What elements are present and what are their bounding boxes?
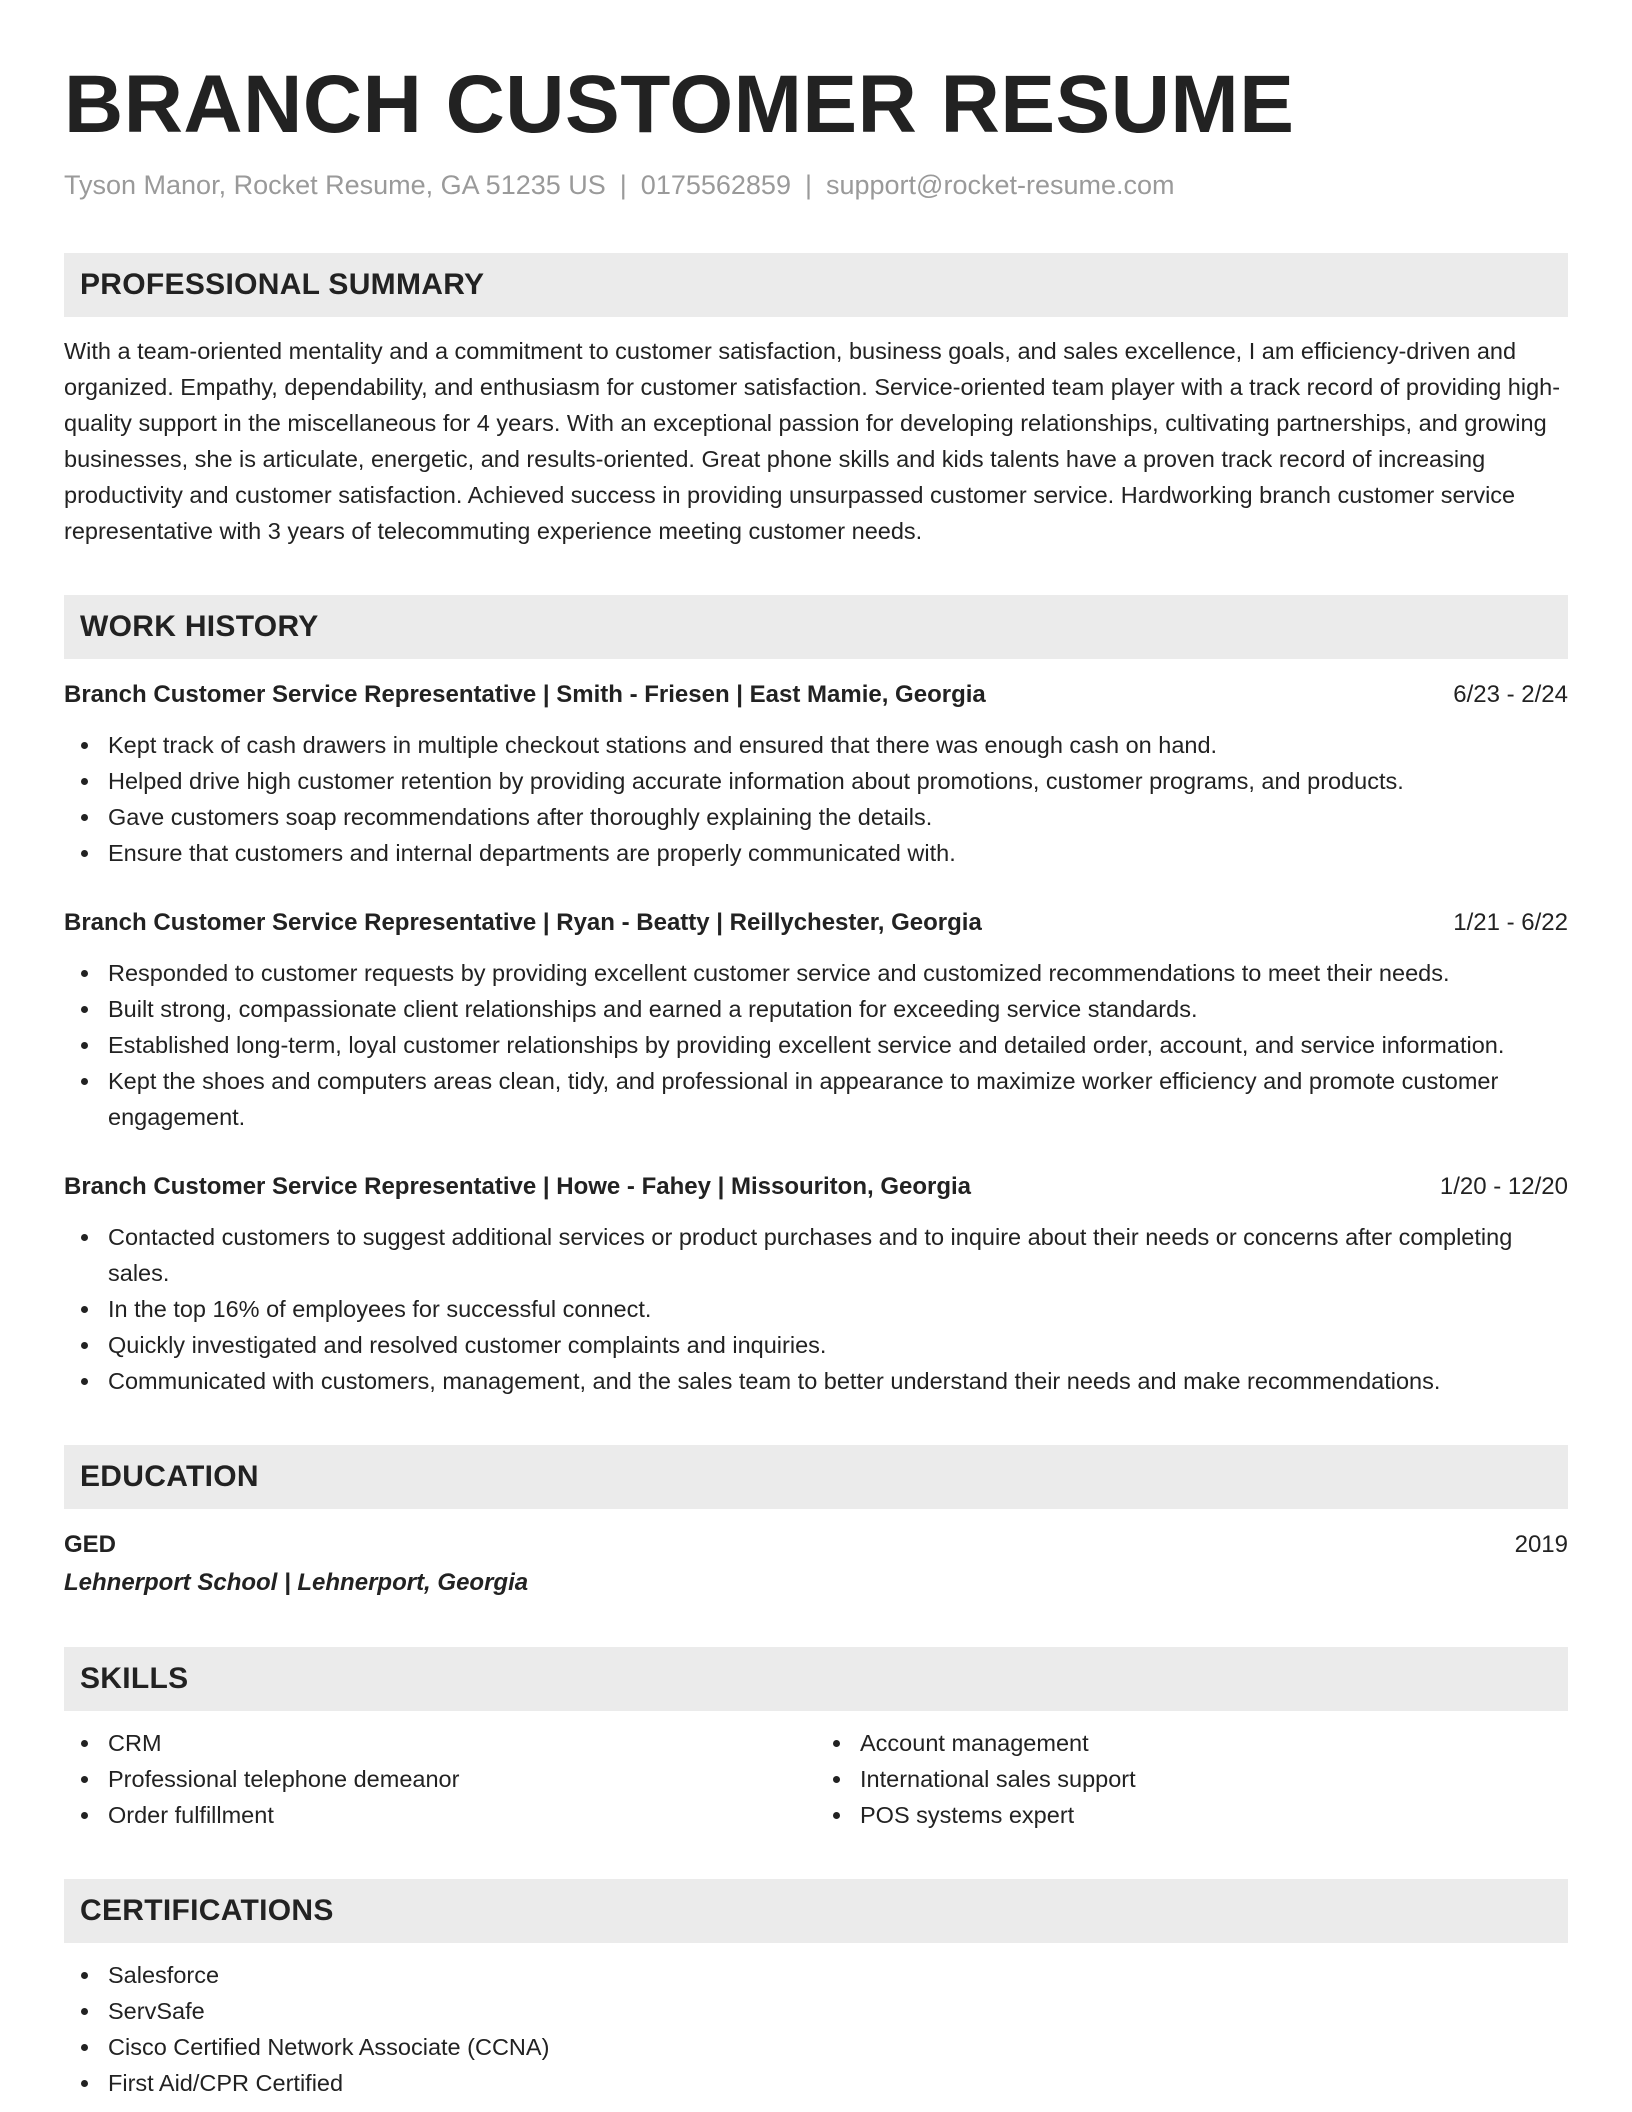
education-heading: EDUCATION bbox=[64, 1445, 1568, 1509]
skills-list bbox=[64, 1725, 816, 1833]
list-item: Professional telephone demeanor bbox=[108, 1761, 816, 1797]
list-item: Responded to customer requests by providing excellent customer service and customized recommendations to meet their needs. bbox=[108, 955, 1568, 991]
summary-text: With a team-oriented mentality and a commitment to customer satisfaction, business goals, and sales excellence, I am efficiency-driven and organized. Empathy, dependability, and enthusiasm for customer satisfaction. Service-oriented team player with a track record of providing high-quality support in the miscellaneous for 4 years. With an exceptional passion for developing relationships, cultivating partnerships, and growing businesses, she is articulate, energetic, and results-oriented. Great phone skills and kids talents have a proven track record of increasing productivity and customer satisfaction. Achieved success in providing unsurpassed customer service. Hardworking branch customer service representative with 3 years of telecommuting experience meeting customer needs. bbox=[64, 338, 1561, 545]
education-year: 2019 bbox=[1514, 1531, 1568, 1559]
job-bullets bbox=[64, 1219, 1568, 1399]
list-item: Contacted customers to suggest additional services or product purchases and to inquire about their needs or concerns after completing sales. bbox=[108, 1219, 1568, 1291]
job-bullets bbox=[64, 955, 1568, 1135]
list-item: Account management bbox=[860, 1725, 1568, 1761]
list-item: Quickly investigated and resolved customer complaints and inquiries. bbox=[108, 1327, 1568, 1363]
contact-separator: | bbox=[619, 170, 627, 201]
list-item: ServSafe bbox=[108, 1993, 1568, 2029]
list-item: Helped drive high customer retention by providing accurate information about promotions, customer programs, and products. bbox=[108, 763, 1568, 799]
job-header bbox=[64, 1169, 1568, 1205]
list-item: Built strong, compassionate client relationships and earned a reputation for exceeding service standards. bbox=[108, 991, 1568, 1027]
contact-address: Tyson Manor, Rocket Resume, GA 51235 US bbox=[64, 170, 606, 201]
work-history-heading: WORK HISTORY bbox=[64, 595, 1568, 659]
job-title: Branch Customer Service Representative | Smith - Friesen | East Mamie, Georgia bbox=[64, 681, 986, 709]
list-item: In the top 16% of employees for successful connect. bbox=[108, 1291, 1568, 1327]
list-item: International sales support bbox=[860, 1761, 1568, 1797]
work-history-section bbox=[64, 595, 1568, 1399]
job-title: Branch Customer Service Representative | Howe - Fahey | Missouriton, Georgia bbox=[64, 1173, 972, 1201]
list-item: Communicated with customers, management, and the sales team to better understand their needs and make recommendations. bbox=[108, 1363, 1568, 1399]
list-item: Kept track of cash drawers in multiple checkout stations and ensured that there was enough cash on hand. bbox=[108, 727, 1568, 763]
job-dates: 1/21 - 6/22 bbox=[1453, 909, 1568, 937]
list-item: Gave customers soap recommendations after thoroughly explaining the details. bbox=[108, 799, 1568, 835]
list-item: First Aid/CPR Certified bbox=[108, 2065, 1568, 2101]
certifications-list bbox=[64, 1957, 1568, 2101]
education-degree: GED bbox=[64, 1531, 117, 1559]
skills-section bbox=[64, 1647, 1568, 1833]
summary-section bbox=[64, 253, 1568, 549]
skills-column-right bbox=[816, 1725, 1568, 1833]
job-entry bbox=[64, 905, 1568, 1135]
contact-line bbox=[64, 168, 1568, 203]
job-dates: 1/20 - 12/20 bbox=[1439, 1173, 1568, 1201]
job-bullets bbox=[64, 727, 1568, 871]
summary-heading: PROFESSIONAL SUMMARY bbox=[64, 253, 1568, 317]
skills-list bbox=[816, 1725, 1568, 1833]
certifications-section bbox=[64, 1879, 1568, 2101]
contact-separator: | bbox=[804, 170, 812, 201]
job-header bbox=[64, 677, 1568, 713]
list-item: POS systems expert bbox=[860, 1797, 1568, 1833]
list-item: Kept the shoes and computers areas clean, tidy, and professional in appearance to maximize worker efficiency and promote customer engagement. bbox=[108, 1063, 1568, 1135]
job-entry bbox=[64, 1169, 1568, 1399]
contact-phone: 0175562859 bbox=[640, 170, 791, 201]
job-dates: 6/23 - 2/24 bbox=[1453, 681, 1568, 709]
skills-heading: SKILLS bbox=[64, 1647, 1568, 1711]
list-item: Ensure that customers and internal departments are properly communicated with. bbox=[108, 835, 1568, 871]
certifications-heading: CERTIFICATIONS bbox=[64, 1879, 1568, 1943]
job-title: Branch Customer Service Representative | Ryan - Beatty | Reillychester, Georgia bbox=[64, 909, 982, 937]
education-entry bbox=[64, 1527, 1568, 1601]
list-item: Established long-term, loyal customer relationships by providing excellent service and detailed order, account, and service information. bbox=[108, 1027, 1568, 1063]
list-item: Cisco Certified Network Associate (CCNA) bbox=[108, 2029, 1568, 2065]
education-header bbox=[64, 1527, 1568, 1563]
education-school: Lehnerport School | Lehnerport, Georgia bbox=[64, 1569, 529, 1597]
list-item: Salesforce bbox=[108, 1957, 1568, 1993]
list-item: CRM bbox=[108, 1725, 816, 1761]
contact-email: support@rocket-resume.com bbox=[825, 170, 1175, 201]
job-header bbox=[64, 905, 1568, 941]
list-item: Order fulfillment bbox=[108, 1797, 816, 1833]
education-section bbox=[64, 1445, 1568, 1601]
skills-grid bbox=[64, 1725, 1568, 1833]
job-entry bbox=[64, 677, 1568, 871]
resume-title: BRANCH CUSTOMER RESUME bbox=[64, 59, 1295, 150]
skills-column-left bbox=[64, 1725, 816, 1833]
